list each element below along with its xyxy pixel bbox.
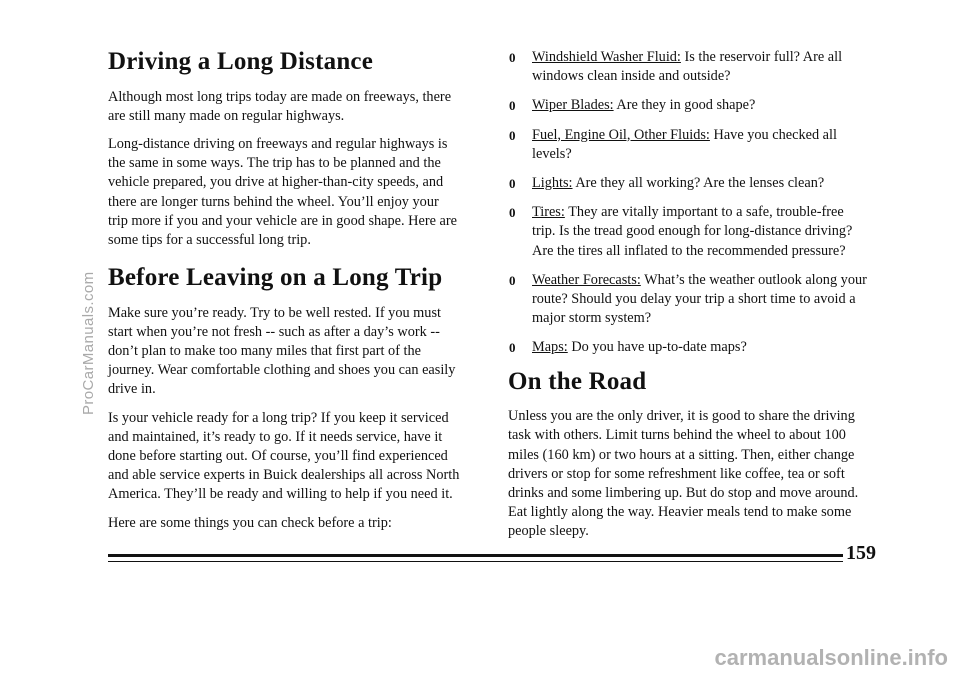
list-item	[508, 203, 868, 261]
list-item	[508, 174, 868, 193]
item-text: Are they all working? Are the lenses clean?	[575, 175, 825, 192]
paragraph: Long-distance driving on freeways and regular highways is the same in some ways. The trip has to be planned and the vehicle prepared, you drive at higher-than-city speeds, and there are longer turns behind the wheel. You’ll enjoy your trip more if you and your vehicle are in good shape. Here are some tips for a successful long trip.	[108, 135, 457, 248]
list-item	[508, 48, 868, 86]
footer-rule-thick	[108, 554, 843, 557]
right-column	[508, 48, 868, 551]
item-text: What’s the weather outlook along your route? Should you delay your trip a short time to avoid a major storm system?	[532, 271, 867, 327]
paragraph: Make sure you’re ready. Try to be well rested. If you must start when you’re not fresh -- such as after a day’s work -- don’t plan to make too many miles that first part of the journey. Wear comfortable clothing and shoes you can easily drive in.	[108, 304, 456, 398]
paragraph: Unless you are the only driver, it is good to share the driving task with others. Limit turns behind the wheel to about 100 miles (160 km) or two hours at a sitting. Then, either change drivers or stop for some refreshment like coffee, tea or soft drinks and some limbering up. But do stop and move around. Eat lightly along the way. Heavier meals tend to make some people sleepy.	[508, 408, 859, 540]
bullet-icon: 0	[509, 272, 516, 288]
list-item	[508, 126, 868, 164]
side-watermark: ProCarManuals.com	[80, 271, 97, 415]
page-number: 159	[846, 542, 876, 564]
left-column	[108, 48, 460, 542]
item-text: Are they in good shape?	[616, 97, 756, 114]
bullet-icon: 0	[509, 176, 516, 192]
item-term: Windshield Washer Fluid:	[532, 49, 681, 65]
paragraph: Is your vehicle ready for a long trip? If you keep it serviced and maintained, it’s ready to go. If it needs service, have it done before starting out. Of course, you’ll find experienced and able service experts in Buick dealerships all across North America. They’ll be ready and willing to help if you need it.	[108, 409, 460, 503]
bullet-icon: 0	[509, 98, 516, 114]
item-term: Weather Forecasts:	[532, 271, 641, 288]
bullet-icon: 0	[509, 50, 516, 65]
item-term: Lights:	[532, 175, 573, 192]
list-item	[508, 338, 868, 357]
list-item	[508, 271, 868, 329]
section-title-on-the-road: On the Road	[508, 367, 647, 395]
bullet-icon: 0	[509, 340, 516, 356]
footer-rule-thin	[108, 561, 843, 562]
item-text: They are vitally important to a safe, trouble-free trip. Is the tread good enough for long-distance driving? Are the tires all inflated to the recommended pressure?	[532, 204, 853, 259]
item-term: Maps:	[532, 339, 568, 356]
list-item	[508, 96, 868, 115]
item-text: Is the reservoir full? Are all windows clean inside and outside?	[532, 49, 843, 85]
item-text: Have you checked all levels?	[532, 126, 837, 162]
section-title-before-leaving: Before Leaving on a Long Trip	[108, 264, 443, 292]
paragraph: Although most long trips today are made on freeways, there are still many made on regular highways.	[108, 88, 452, 124]
item-term: Tires:	[532, 204, 565, 221]
bullet-icon: 0	[509, 127, 516, 143]
bottom-watermark: carmanualsonline.info	[714, 645, 948, 670]
paragraph: Here are some things you can check before a trip:	[108, 514, 392, 531]
item-text: Do you have up-to-date maps?	[571, 339, 747, 356]
pre-trip-checklist	[508, 48, 868, 358]
item-term: Fuel, Engine Oil, Other Fluids:	[532, 126, 710, 143]
bullet-icon: 0	[509, 205, 516, 221]
item-term: Wiper Blades:	[532, 97, 614, 114]
section-title-driving-long-distance: Driving a Long Distance	[108, 48, 374, 75]
